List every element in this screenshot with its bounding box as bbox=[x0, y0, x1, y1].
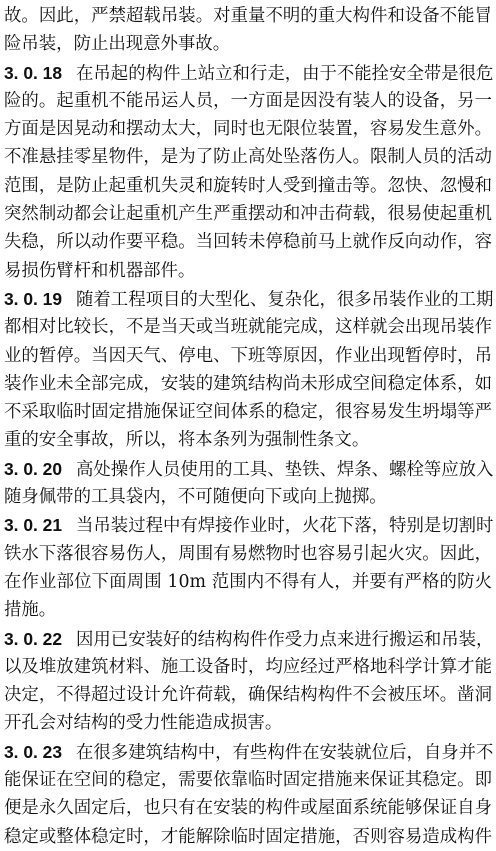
text-line bbox=[4, 30, 492, 58]
text-line bbox=[4, 511, 492, 539]
line-text: 随着工程项目的大型化、复杂化，很多吊装作业的工期 bbox=[76, 289, 494, 310]
line-text: 决定，不得超过设计允许荷载，确保结构构件不会被压坏。凿洞 bbox=[4, 685, 492, 706]
clause-number: 3. 0. 19 bbox=[4, 288, 63, 309]
line-text: 不采取临时固定措施保证空间体系的稳定，很容易发生坍塌等严 bbox=[4, 402, 492, 423]
text-line bbox=[4, 653, 492, 681]
line-text: 高处操作人员使用的工具、垫铁、焊条、螺栓等应放入 bbox=[76, 459, 494, 480]
line-text: 开孔会对结构的受力性能造成损害。 bbox=[4, 713, 283, 734]
document-page bbox=[4, 2, 492, 851]
text-line bbox=[4, 766, 492, 794]
line-text: 范围，是防止起重机失灵和旋转时人受到撞击等。忽快、忽慢和 bbox=[4, 175, 492, 196]
line-text: 易损伤臂杆和机器部件。 bbox=[4, 260, 196, 281]
text-line bbox=[4, 455, 492, 483]
clause-number: 3. 0. 20 bbox=[4, 458, 63, 479]
clause-number: 3. 0. 22 bbox=[4, 628, 63, 649]
text-line bbox=[4, 200, 492, 228]
text-line bbox=[4, 313, 492, 341]
line-text: 在很多建筑结构中，有些构件在安装就位后，自身并不 bbox=[76, 742, 494, 763]
line-text: 因用已安装好的结构构件作受力点来进行搬运和吊装， bbox=[76, 629, 494, 650]
line-text: 以及堆放建筑材料、施工设备时，均应经过严格地科学计算才能 bbox=[4, 656, 492, 677]
text-line bbox=[4, 172, 492, 200]
text-line bbox=[4, 568, 492, 596]
text-line bbox=[4, 823, 492, 851]
line-text: 重的安全事故，所以，将本条列为强制性条文。 bbox=[4, 430, 370, 451]
line-text: 险吊装，防止出现意外事故。 bbox=[4, 34, 231, 55]
line-text: 业的暂停。当因天气、停电、下班等原因，作业出现暂停时，吊 bbox=[4, 345, 492, 366]
line-text: 装作业未全部完成，安装的建筑结构尚未形成空间稳定体系，如 bbox=[4, 373, 492, 394]
text-line bbox=[4, 285, 492, 313]
text-line bbox=[4, 794, 492, 822]
line-text: 铁水下落很容易伤人，周围有易燃物时也容易引起火灾。因此， bbox=[4, 543, 492, 564]
text-line bbox=[4, 709, 492, 737]
line-text: 都相对比较长，不是当天或当班就能完成，这样就会出现吊装作 bbox=[4, 317, 492, 338]
line-text: 在作业部位下面周围 10m 范围内不得有人，并要有严格的防火 bbox=[4, 571, 492, 592]
line-text: 稳定或整体稳定时，才能解除临时固定措施，否则容易造成构件 bbox=[4, 826, 492, 847]
text-line bbox=[4, 228, 492, 256]
line-text: 在吊起的构件上站立和行走，由于不能拴安全带是很危 bbox=[76, 63, 494, 84]
line-text: 险的。起重机不能吊运人员，一方面是因没有装人的设备，另一 bbox=[4, 90, 492, 111]
text-line bbox=[4, 2, 492, 30]
line-text: 突然制动都会让起重机产生严重摆动和冲击荷载，很易使起重机 bbox=[4, 204, 492, 225]
text-line bbox=[4, 342, 492, 370]
line-text: 随身佩带的工具袋内，不可随便向下或向上抛掷。 bbox=[4, 487, 387, 508]
line-text: 方面是因晃动和摆动太大，同时也无限位装置，容易发生意外。 bbox=[4, 119, 492, 140]
line-text: 当吊装过程中有焊接作业时，火花下落，特别是切割时 bbox=[76, 516, 494, 537]
text-line bbox=[4, 115, 492, 143]
text-line bbox=[4, 426, 492, 454]
line-text: 便是永久固定后，也只有在安装的构件或屋面系统能够保证自身 bbox=[4, 798, 492, 819]
text-line bbox=[4, 625, 492, 653]
clause-number: 3. 0. 21 bbox=[4, 515, 63, 536]
text-line bbox=[4, 483, 492, 511]
text-line bbox=[4, 681, 492, 709]
text-line bbox=[4, 87, 492, 115]
text-line bbox=[4, 257, 492, 285]
line-text: 故。因此，严禁超载吊装。对重量不明的重大构件和设备不能冒 bbox=[4, 6, 492, 26]
line-text: 不准悬挂零星物件，是为了防止高处坠落伤人。限制人员的活动 bbox=[4, 147, 492, 168]
text-line bbox=[4, 143, 492, 171]
text-line bbox=[4, 59, 492, 87]
text-line bbox=[4, 738, 492, 766]
line-text: 措施。 bbox=[4, 600, 57, 621]
text-line bbox=[4, 370, 492, 398]
line-text: 失稳，所以动作要平稳。当回转未停稳前马上就作反向动作，容 bbox=[4, 232, 492, 253]
clause-number: 3. 0. 23 bbox=[4, 741, 63, 762]
text-line bbox=[4, 398, 492, 426]
text-line bbox=[4, 540, 492, 568]
text-line bbox=[4, 596, 492, 624]
clause-number: 3. 0. 18 bbox=[4, 62, 63, 83]
line-text: 能保证在空间的稳定，需要依靠临时固定措施来保证其稳定。即 bbox=[4, 770, 492, 791]
